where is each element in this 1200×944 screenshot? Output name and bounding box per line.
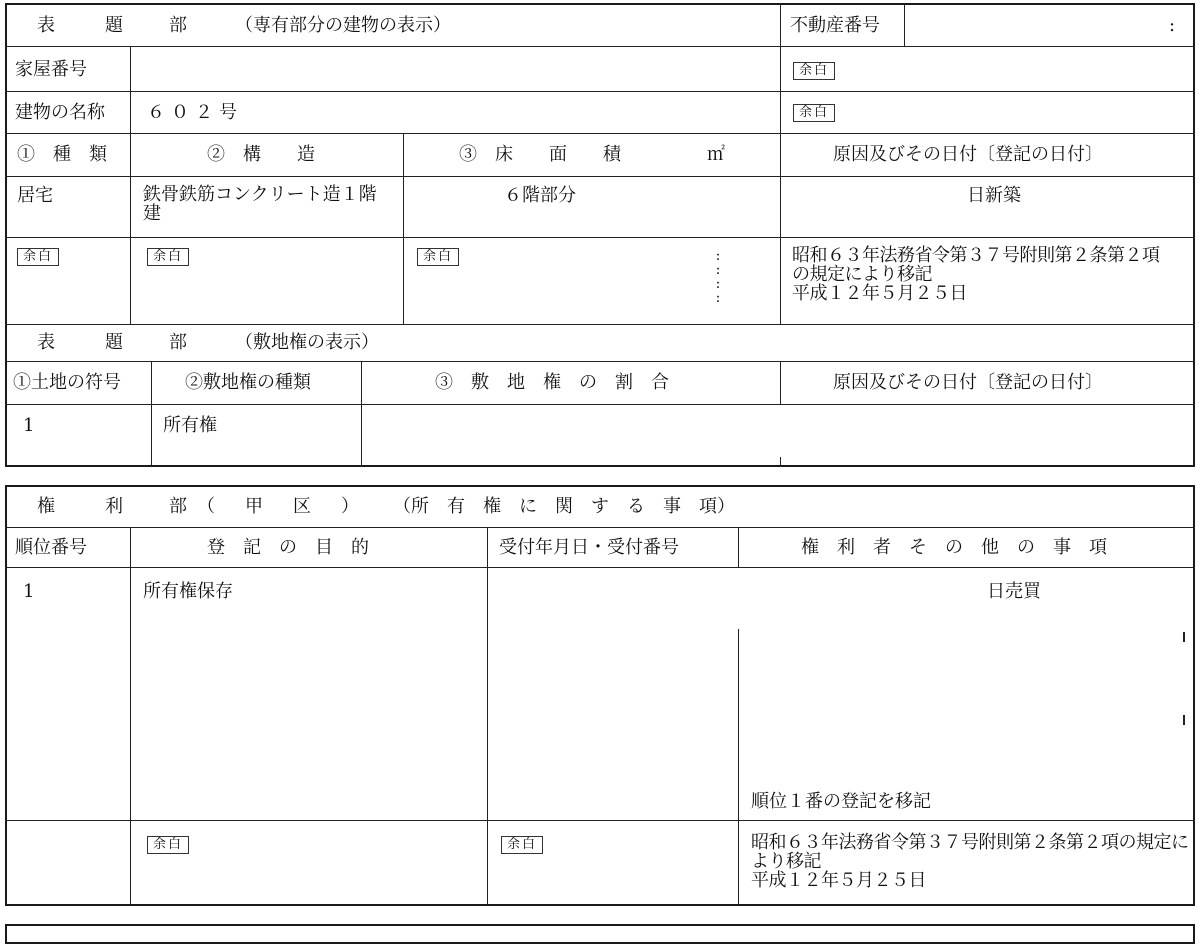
kenri-row1-kenrisha-bottom: 順位１番の登記を移記 — [751, 791, 931, 812]
kenri-row2-kenrisha: 昭和６３年法務省令第３７号附則第２条第２項の規定により移記 平成１２年５月２５日 — [751, 832, 1189, 891]
header-kozo: ② 構 造 — [207, 144, 315, 165]
row2-yuka-yohaku-stamp: 余白 — [417, 248, 459, 266]
kenri-row1-mark-2 — [1183, 715, 1185, 725]
kenri-ko-section — [5, 485, 1195, 906]
row2-kozo-yohaku-stamp: 余白 — [147, 248, 189, 266]
header-juni: 順位番号 — [15, 537, 87, 558]
next-section-partial — [5, 924, 1195, 944]
kenri-title-char-3: 部 — [169, 496, 187, 517]
row1-shurui: 居宅 — [17, 185, 53, 206]
row1-yuka: ６階部分 — [504, 185, 576, 206]
header-uketsuke: 受付年月日・受付番号 — [499, 537, 679, 558]
kenri-row2-mokuteki-yohaku-stamp: 余白 — [147, 836, 189, 854]
row2-shurui-yohaku-stamp: 余白 — [17, 248, 59, 266]
header-shurui: ① 種 類 — [17, 144, 107, 165]
land-title-char-2: 題 — [105, 332, 123, 353]
name-value: ６０２号 — [147, 102, 243, 123]
land-row1-fugo: 1 — [23, 415, 35, 436]
kaoku-yohaku-stamp: 余白 — [793, 62, 835, 80]
land-title-char-1: 表 — [37, 332, 55, 353]
header-mokuteki: 登 記 の 目 的 — [207, 537, 369, 558]
kenri-row2-uketsuke-yohaku-stamp: 余白 — [501, 836, 543, 854]
row2-yuka-dots: : : : : — [715, 248, 721, 306]
land-row1-tick — [780, 457, 781, 465]
header-kenrisha: 権 利 者 そ の 他 の 事 項 — [801, 537, 1107, 558]
kenri-title-char-2: 利 — [105, 496, 123, 517]
kenri-title-char-1: 権 — [37, 496, 55, 517]
land-title-char-3: 部 — [169, 332, 187, 353]
kenri-row1-mark-1 — [1183, 632, 1185, 642]
row1-kozo: 鉄骨鉄筋コンクリート造１階建 — [143, 184, 377, 224]
kenri-row1-juni: 1 — [23, 581, 35, 602]
section-title-char-2: 題 — [105, 15, 123, 36]
land-header-fugo: ①土地の符号 — [13, 372, 121, 393]
header-yuka: ③ 床 面 積 — [459, 144, 621, 165]
name-yohaku-stamp: 余白 — [793, 104, 835, 122]
land-header-wariai: ③ 敷 地 権 の 割 合 — [435, 372, 669, 393]
name-label: 建物の名称 — [15, 102, 105, 123]
section-title-char-1: 表 — [37, 15, 55, 36]
kenri-row1-kenrisha-top: 日売買 — [987, 581, 1041, 602]
fudosan-value: : — [1169, 15, 1176, 36]
row2-genin: 昭和６３年法務省令第３７号附則第２条第２項の規定により移記 平成１２年５月２５日 — [792, 245, 1160, 304]
hyodai-section — [5, 3, 1195, 467]
section-title-char-3: 部 — [169, 15, 187, 36]
row1-genin: 日新築 — [967, 185, 1021, 206]
fudosan-label: 不動産番号 — [790, 15, 880, 36]
kaoku-label: 家屋番号 — [15, 59, 87, 80]
land-row1-shurui: 所有権 — [163, 415, 217, 436]
kenri-subtitle: （所 有 権 に 関 す る 事 項） — [393, 496, 735, 517]
land-header-shurui: ②敷地権の種類 — [185, 372, 311, 393]
kenri-title-kou: （ 甲 区 ） — [197, 496, 365, 517]
section-subtitle: （専有部分の建物の表示） — [235, 15, 451, 36]
land-header-genin: 原因及びその日付〔登記の日付〕 — [833, 372, 1103, 393]
header-yuka-unit: ㎡ — [707, 144, 725, 165]
land-subtitle: （敷地権の表示） — [235, 332, 379, 353]
kenri-row1-mokuteki: 所有権保存 — [143, 581, 233, 602]
header-genin: 原因及びその日付〔登記の日付〕 — [833, 144, 1103, 165]
